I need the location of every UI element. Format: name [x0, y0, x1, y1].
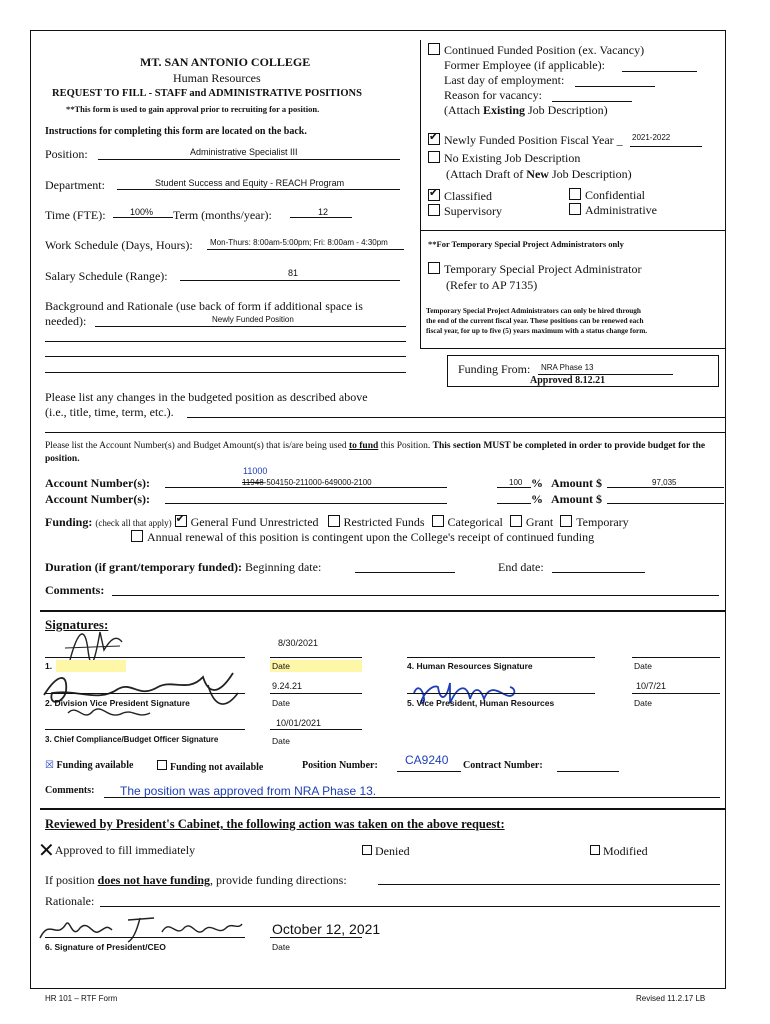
- signature-5-line[interactable]: [407, 693, 595, 694]
- date-2-label: Date: [272, 698, 290, 708]
- account-label-2: Account Number(s):: [45, 492, 150, 506]
- term-line[interactable]: [290, 217, 352, 218]
- account-number-value: 11948-504150-211000-649000-2100: [242, 478, 372, 487]
- grant-checkbox[interactable]: [510, 515, 522, 527]
- fiscal-year-line[interactable]: [630, 146, 702, 147]
- temp-box-left: [420, 230, 421, 348]
- salary-label: Salary Schedule (Range):: [45, 269, 168, 283]
- changes-label-1: Please list any changes in the budgeted position as described above: [45, 390, 368, 404]
- general-fund-checkbox[interactable]: [175, 515, 187, 527]
- no-existing-checkbox[interactable]: No Existing Job Description: [428, 151, 580, 166]
- position-value: Administrative Specialist III: [190, 147, 298, 157]
- signature-3-label: 3. Chief Compliance/Budget Officer Signature: [45, 735, 219, 744]
- frame-left: [30, 30, 31, 988]
- newly-funded-checkbox[interactable]: ✔Newly Funded Position Fiscal Year _: [428, 133, 623, 148]
- schedule-label: Work Schedule (Days, Hours):: [45, 238, 193, 252]
- signature-6-label: 6. Signature of President/CEO: [45, 942, 166, 952]
- date-3-label: Date: [272, 736, 290, 746]
- signature-1-date: 8/30/2021: [278, 638, 319, 648]
- signature-5-date: 10/7/21: [636, 681, 667, 691]
- supervisory-checkbox[interactable]: Supervisory: [428, 204, 502, 219]
- administrative-checkbox[interactable]: Administrative: [569, 203, 657, 218]
- cabinet-title: Reviewed by President's Cabinet, the following action was taken on the above request:: [45, 817, 505, 831]
- contract-number-label: Contract Number:: [463, 760, 543, 771]
- funding-row: Funding: (check all that apply) ✔ General Fund Unrestricted Restricted Funds Categorical Grant Temporary: [45, 515, 629, 530]
- percent-sign-2: %: [531, 492, 543, 506]
- time-fte-label: Time (FTE):: [45, 208, 106, 222]
- background-line-4[interactable]: [45, 372, 406, 373]
- comments-line-2[interactable]: [104, 797, 720, 798]
- instructions-note: Instructions for completing this form are located on the back.: [45, 126, 307, 137]
- contract-number-line[interactable]: [557, 771, 619, 772]
- account-line-1[interactable]: [165, 487, 447, 488]
- date-1-line[interactable]: [270, 657, 362, 658]
- section-divider-1: [45, 432, 725, 433]
- rationale-label: Rationale:: [45, 894, 95, 908]
- position-number-line[interactable]: [397, 771, 461, 772]
- comments-line-1[interactable]: [112, 595, 719, 596]
- temporary-checkbox[interactable]: [560, 515, 572, 527]
- reason-line[interactable]: [552, 101, 632, 102]
- no-funding-label: If position does not have funding, provide funding directions:: [45, 873, 347, 887]
- date-5-line[interactable]: [632, 693, 720, 694]
- background-label-2: needed):: [45, 314, 87, 328]
- signature-5-label: 5. Vice President, Human Resources: [407, 698, 555, 708]
- categorical-checkbox[interactable]: [432, 515, 444, 527]
- position-line[interactable]: [98, 159, 400, 160]
- department-label: Department:: [45, 178, 105, 192]
- account-line-2[interactable]: [165, 503, 447, 504]
- continued-funded-label: Continued Funded Position (ex. Vacancy): [444, 43, 645, 57]
- form-id: HR 101 – RTF Form: [45, 994, 118, 1003]
- time-fte-value: 100%: [130, 207, 154, 217]
- signatures-title: Signatures:: [45, 617, 109, 632]
- temp-note-3: fiscal year, for up to five (5) years maximum with a status change form.: [426, 326, 648, 335]
- end-date-label: End date:: [498, 560, 544, 574]
- funding-available-option[interactable]: ☒ Funding available: [45, 760, 134, 771]
- form-note: **This form is used to gain approval prior to recruiting for a position.: [66, 104, 320, 114]
- temp-project-checkbox[interactable]: Temporary Special Project Administrator: [428, 262, 641, 277]
- percent-line-1[interactable]: [497, 487, 531, 488]
- denied-option[interactable]: Denied: [362, 844, 410, 859]
- temp-box-bottom: [420, 348, 725, 349]
- comments-value: The position was approved from NRA Phase 13.: [120, 784, 377, 798]
- account-correction: 11000: [243, 466, 268, 476]
- date-4-line[interactable]: [632, 657, 720, 658]
- department-line[interactable]: [117, 189, 400, 190]
- date-4-label: Date: [634, 661, 652, 671]
- modified-option[interactable]: Modified: [590, 844, 648, 859]
- section-divider-3: [40, 808, 726, 810]
- last-day-line[interactable]: [575, 86, 655, 87]
- beginning-date-line[interactable]: [355, 572, 455, 573]
- changes-line-1[interactable]: [187, 417, 725, 418]
- account-intro: Please list the Account Number(s) and Budget Amount(s) that is/are being used to fund this Position. This section MUST be completed in order to provide budget for the position.: [45, 441, 706, 464]
- section-divider-2: [40, 610, 726, 612]
- date-3-line[interactable]: [270, 729, 362, 730]
- schedule-line[interactable]: [207, 249, 404, 250]
- restricted-funds-checkbox[interactable]: [328, 515, 340, 527]
- revised-date: Revised 11.2.17 LB: [636, 994, 706, 1003]
- reason-label: Reason for vacancy:: [444, 88, 542, 102]
- changes-label-2: (i.e., title, time, term, etc.).: [45, 405, 174, 419]
- frame-right: [725, 30, 726, 988]
- no-funding-line[interactable]: [378, 884, 720, 885]
- date-1-label: Date: [272, 661, 290, 671]
- continued-funded-checkbox[interactable]: [428, 43, 644, 58]
- salary-line[interactable]: [180, 280, 400, 281]
- percent-value: 100: [509, 478, 523, 487]
- background-label-1: Background and Rationale (use back of form if additional space is: [45, 299, 363, 313]
- term-label: Term (months/year):: [173, 208, 272, 222]
- comments-label-1: Comments:: [45, 583, 105, 597]
- signature-4-label: 4. Human Resources Signature: [407, 661, 533, 671]
- right-box-left: [420, 40, 421, 230]
- attach-existing-note: (Attach Existing Job Description): [444, 103, 608, 117]
- signature-3-line[interactable]: [45, 729, 245, 730]
- end-date-line[interactable]: [552, 572, 645, 573]
- amount-line-2[interactable]: [607, 503, 724, 504]
- position-label: Position:: [45, 147, 88, 161]
- confidential-checkbox[interactable]: Confidential: [569, 188, 645, 203]
- funding-from-value: NRA Phase 13: [541, 363, 594, 372]
- signature-1-number: 1.: [45, 661, 53, 671]
- former-employee-line[interactable]: [622, 71, 697, 72]
- annual-renewal-checkbox[interactable]: Annual renewal of this position is contingent upon the College's receipt of continued funding: [131, 530, 594, 545]
- date-6-label: Date: [272, 942, 290, 952]
- attach-new-note: (Attach Draft of New Job Description): [446, 167, 632, 181]
- amount-line-1[interactable]: [607, 487, 724, 488]
- position-number-value: CA9240: [405, 753, 449, 767]
- frame-bottom: [30, 988, 726, 989]
- classified-checkbox[interactable]: ✔Classified: [428, 189, 492, 204]
- temp-note-2: the end of the current fiscal year. These positions can be renewed each: [426, 316, 644, 325]
- account-label-1: Account Number(s):: [45, 476, 150, 490]
- duration-row: Duration (if grant/temporary funded): Beginning date:: [45, 560, 322, 574]
- background-line-3[interactable]: [45, 356, 406, 357]
- amount-value: 97,035: [652, 478, 677, 487]
- date-6-line[interactable]: [270, 937, 362, 938]
- form-title: REQUEST TO FILL - STAFF and ADMINISTRATIVE POSITIONS: [52, 88, 362, 99]
- position-number-label: Position Number:: [302, 760, 378, 771]
- funding-not-available-option[interactable]: Funding not available: [157, 760, 263, 773]
- date-2-line[interactable]: [270, 693, 362, 694]
- signature-2-date: 9.24.21: [272, 681, 303, 691]
- term-value: 12: [318, 207, 329, 217]
- amount-label-1: Amount $: [551, 476, 603, 490]
- background-line-1[interactable]: [95, 326, 406, 327]
- former-employee-label: Former Employee (if applicable):: [444, 58, 605, 72]
- comments-label-2: Comments:: [45, 785, 95, 796]
- college-name: MT. SAN ANTONIO COLLEGE: [140, 55, 311, 69]
- approved-note: Approved 8.12.21: [530, 375, 606, 386]
- frame-top: [30, 30, 726, 31]
- signature-6-line[interactable]: [45, 937, 245, 938]
- signature-1-line[interactable]: [45, 657, 245, 658]
- department-value: Student Success and Equity - REACH Program: [155, 178, 345, 188]
- rationale-line[interactable]: [100, 906, 720, 907]
- president-date: October 12, 2021: [272, 921, 381, 937]
- funding-hint: (check all that apply): [95, 518, 172, 528]
- signature-2-label: 2. Division Vice President Signature: [45, 698, 190, 708]
- background-line-2[interactable]: [45, 341, 406, 342]
- signature-2-line[interactable]: [45, 693, 245, 694]
- fiscal-year-value: 2021-2022: [632, 133, 671, 142]
- schedule-value: Mon-Thurs: 8:00am-5:00pm; Fri: 8:00am - 4:30pm: [210, 238, 388, 247]
- percent-line-2[interactable]: [497, 503, 531, 504]
- signature-4-line[interactable]: [407, 657, 595, 658]
- temp-refer: (Refer to AP 7135): [446, 278, 538, 292]
- signature-3-date: 10/01/2021: [276, 718, 322, 728]
- date-5-label: Date: [634, 698, 652, 708]
- salary-value: 81: [288, 268, 299, 278]
- amount-label-2: Amount $: [551, 492, 603, 506]
- department-heading: Human Resources: [173, 71, 261, 85]
- percent-sign-1: %: [531, 476, 543, 490]
- temp-header: **For Temporary Special Project Administrators only: [428, 239, 624, 249]
- last-day-label: Last day of employment:: [444, 73, 565, 87]
- approved-option[interactable]: ✕Approved to fill immediately: [38, 840, 196, 862]
- background-value: Newly Funded Position: [212, 315, 294, 324]
- funding-label: Funding:: [45, 515, 93, 529]
- funding-from-label: Funding From:: [458, 362, 531, 376]
- right-box-bottom: [420, 230, 725, 231]
- temp-note-1: Temporary Special Project Administrators can only be hired through: [426, 306, 641, 315]
- time-fte-line[interactable]: [113, 217, 173, 218]
